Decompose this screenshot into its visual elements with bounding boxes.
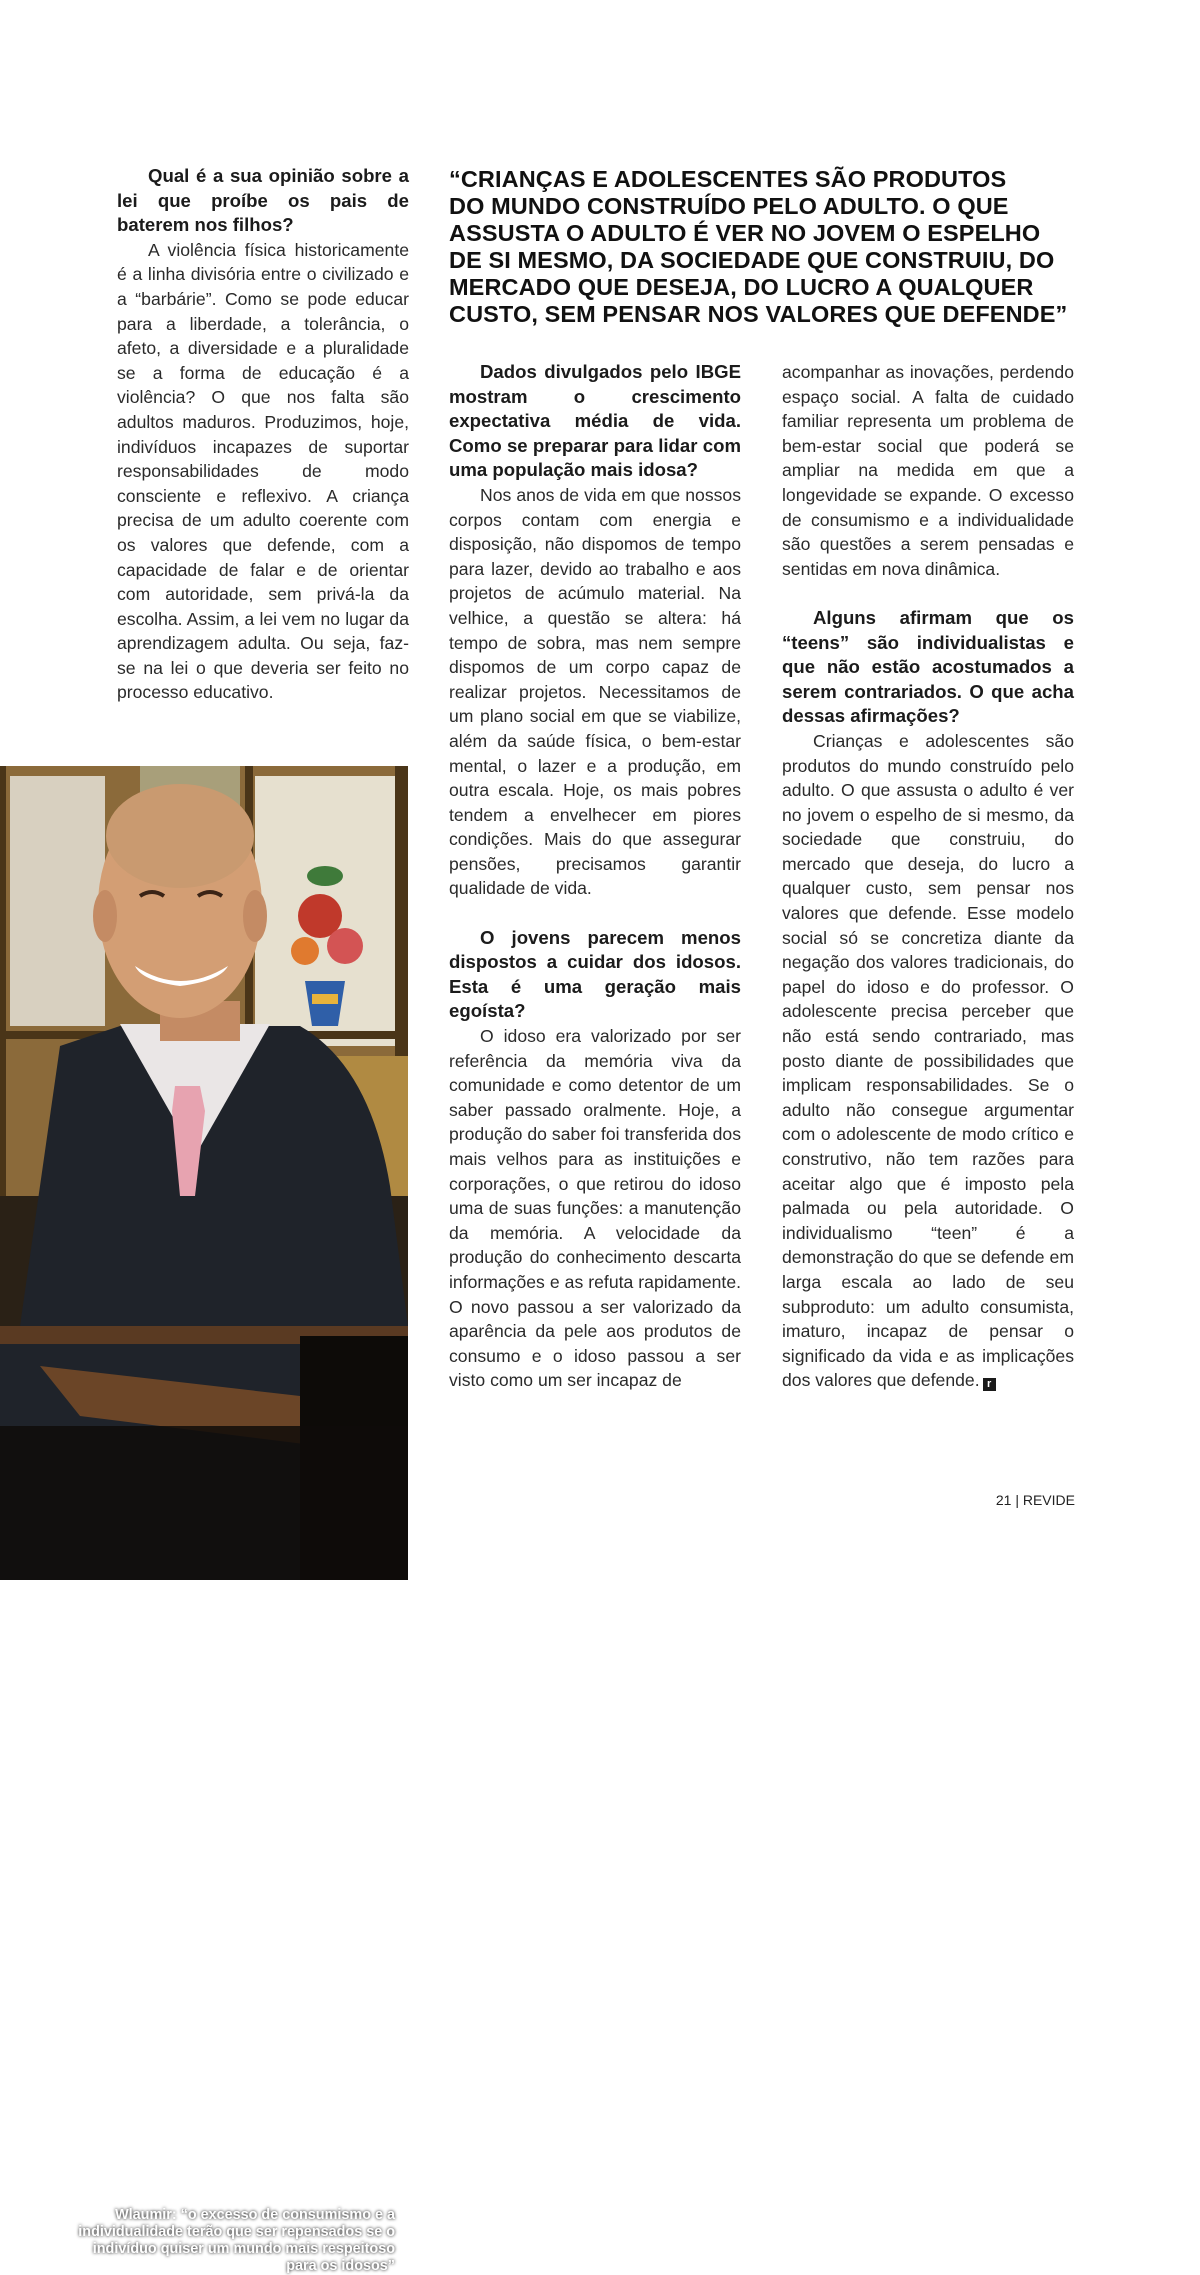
answer-paragraph: O idoso era valorizado por ser referência da memória viva da comunidade e como detentor de um saber passado oralmente. Hoje, a produção do saber foi transferida dos mais velhos para as instituições e corporações, o que retirou do idoso uma de suas funções: a manutenção da memória. A velocidade da produção do conhecimento descarta informações e as refuta rapidamente. O novo passou a ser valorizado da aparência da pele aos produtos de consumo e o idoso passou a ser visto como um ser incapaz de <box>449 1026 741 1391</box>
end-of-article-mark: r <box>983 1378 996 1391</box>
photo-caption: Wlaumir: “o excesso de consumismo e a individualidade terão que ser repensados se o indivíduo quiser um mundo mais respeitoso para os idosos” <box>78 2207 395 2274</box>
question-heading: Qual é a sua opinião sobre a lei que proíbe os pais de baterem nos filhos? <box>117 165 409 236</box>
page-footer: 21 | REVIDE <box>995 1492 1075 1508</box>
answer-paragraph: Nos anos de vida em que nossos corpos contam com energia e disposição, não dispomos de tempo para lazer, devido ao trabalho e aos projetos de acúmulo material. Na velhice, a questão se altera: há tempo de sobra, mas nem sempre dispomos de um corpo capaz de realizar projetos. Necessitamos de um plano social em que se viabilize, além da saúde física, o bem-estar mental, o lazer e a produção, em outra escala. Hoje, os mais pobres tendem a envelhecer em piores condições. Mais do que assegurar pensões, precisamos garantir qualidade de vida. <box>449 484 741 899</box>
portrait-illustration <box>0 766 408 1580</box>
question-heading: Alguns afirmam que os “teens” são individualistas e que não estão acostumados a serem contrariados. O que acha dessas afirmações? <box>782 606 1074 727</box>
right-column <box>782 360 1074 1393</box>
answer-paragraph: A violência física historicamente é a linha divisória entre o civilizado e a “barbárie”. Como se pode educar para a liberdade, a tolerância, o afeto, a diversidade e a pluralidade se a forma de educação é a violência? O que nos falta são adultos maduros. Produzimos, hoje, indivíduos incapazes de suportar responsabilidades de modo consciente e reflexivo. A criança precisa de um adulto coerente com os valores que defende, com a capacidade de falar e de orientar com autoridade, sem privá-la da escolha. Assim, a lei vem no lugar da aprendizagem adulta. Ou seja, faz-se na lei o que deveria ser feito no processo educativo. <box>117 239 409 703</box>
answer-paragraph <box>782 729 1074 1393</box>
spacer <box>782 581 1074 606</box>
spacer <box>449 901 741 926</box>
question-heading: Dados divulgados pelo IBGE mostram o crescimento expectativa média de vida. Como se preparar para lidar com uma população mais idosa? <box>449 361 741 481</box>
pull-quote: “CRIANÇAS E ADOLESCENTES SÃO PRODUTOS DO MUNDO CONSTRUÍDO PELO ADULTO. O QUE ASSUSTA O ADULTO É VER NO JOVEM O ESPELHO DE SI MESMO, DA SOCIEDADE QUE CONSTRUIU, DO MERCADO QUE DESEJA, DO LUCRO A QUALQUER CUSTO, SEM PENSAR NOS VALORES QUE DEFENDE” <box>449 166 1068 327</box>
answer-text: Crianças e adolescentes são produtos do mundo construído pelo adulto. O que assusta o adulto é ver no jovem o espelho de si mesmo, da sociedade que construiu, do mercado que deseja, do lucro a qualquer custo, sem pensar nos valores que defende. Esse modelo social só se concretiza diante da negação dos valores tradicionais, do papel do idoso e do professor. O adolescente precisa perceber que não está sendo contrariado, mas posto diante de possibilidades que implicam responsabilidades. Se o adulto não consegue argumentar com o adolescente de modo crítico e construtivo, não tem razões para aceitar algo que é imposto pela palmada ou pela autoridade. O individualismo “teen” é a demonstração do que se defende em larga escala ao lado de seu subproduto: um adulto consumista, imaturo, incapaz de pensar o significado da vida e as implicações dos valores que defende. <box>782 730 1074 1391</box>
answer-continuation: acompanhar as inovações, perdendo espaço social. A falta de cuidado familiar representa um problema de bem-estar social que poderá se ampliar na medida em que a longevidade se expande. O excesso de consumismo e a individualidade são questões a serem pensadas e sentidas em nova dinâmica. <box>782 362 1074 579</box>
middle-column <box>449 360 741 1393</box>
left-column <box>117 164 409 705</box>
portrait-photo <box>0 766 408 2274</box>
question-heading: O jovens parecem menos dispostos a cuidar dos idosos. Esta é uma geração mais egoísta? <box>449 926 741 1022</box>
